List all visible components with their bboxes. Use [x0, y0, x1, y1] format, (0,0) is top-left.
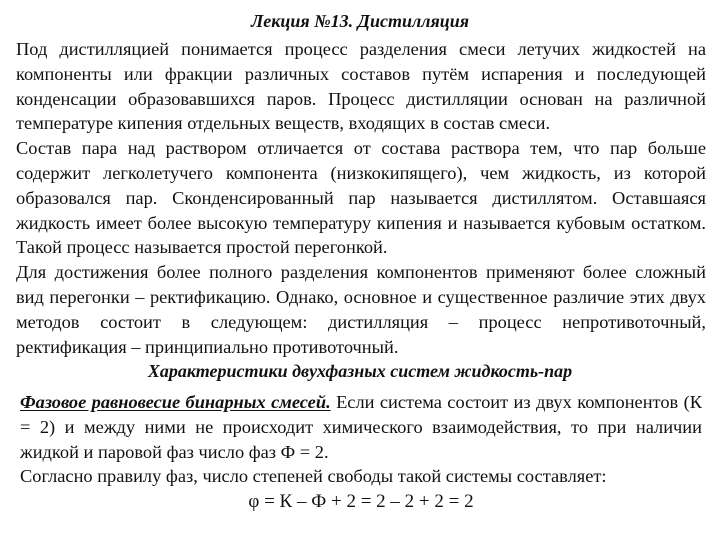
paragraph-rectification: Для достижения более полного разделения компонентов применяют более сложный вид перегонки – ректификацию. Однако, основное и существенное различие этих двух методов состоит в следующем: дистилляция – процесс непротивоточный, ректификация – принципиально противоточный.	[16, 262, 706, 357]
paragraph-definition: Под дистилляцией понимается процесс разделения смеси летучих жидкостей на компоненты или фракции различных составов путём испарения и последующей конденсации образовавшихся паров. Процесс дистилляции основан на различной температуре кипения отдельных веществ, входящих в состав смеси.	[16, 39, 706, 134]
paragraph-phase-equilibrium	[20, 390, 702, 464]
term-phase-equilibrium: Фазовое равновесие бинарных смесей.	[20, 392, 331, 412]
section-title: Характеристики двухфазных систем жидкость-пар	[147, 361, 573, 381]
phase-equilibrium-block	[20, 390, 702, 515]
lecture-body	[16, 37, 706, 359]
lecture-title: Лекция №13. Дистилляция	[250, 11, 470, 31]
degrees-of-freedom-formula: φ = К – Ф + 2 = 2 – 2 + 2 = 2	[248, 491, 474, 513]
paragraph-phase-rule: Согласно правилу фаз, число степеней свободы такой системы составляет:	[20, 466, 607, 487]
paragraph-vapor-composition: Состав пара над раствором отличается от состава раствора тем, что пар больше содержит легколетучего компонента (низкокипящего), чем жидкость, из которой образовался пар. Сконденсированный пар называется дистиллятом. Оставшаяся жидкость имеет более высокую температуру кипения и называется кубовым остатком. Такой процесс называется простой перегонкой.	[16, 138, 706, 258]
phase-equilibrium-text: Если система состоит из двух компонентов (К = 2) и между ними не происходит химического взаимодействия, то при наличии жидкой и паровой фаз число фаз Ф = 2.	[20, 392, 703, 462]
